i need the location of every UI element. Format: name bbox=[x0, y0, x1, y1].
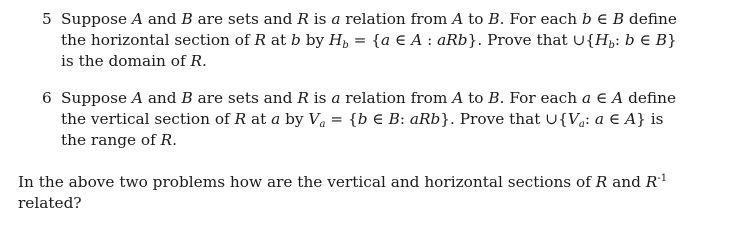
text-line: related? bbox=[18, 194, 82, 212]
text-line: Suppose A and B are sets and R is a relation from A to B. For each a ∈ A define bbox=[61, 89, 677, 107]
problem-5 bbox=[42, 9, 692, 72]
problem-number: 5 bbox=[42, 10, 52, 28]
text-line: the range of R. bbox=[61, 131, 178, 149]
problem-number: 6 bbox=[42, 89, 52, 107]
problem-6 bbox=[42, 88, 692, 151]
text-line: In the above two problems how are the vertical and horizontal sections of R and $R^{-1}$ bbox=[18, 173, 668, 191]
text-line: Suppose A and B are sets and R is a relation from A to B. For each b ∈ B define bbox=[61, 10, 677, 28]
text-line: is the domain of R. bbox=[61, 52, 207, 70]
text-line: the horizontal section of R at b by $H_b = \{a$ ∈ A : aRb}. Prove that $\cup\{H_b$: b ∈ B} bbox=[61, 31, 677, 51]
problem-text bbox=[61, 88, 692, 151]
text-line: the vertical section of R at a by $V_a = \{b$ ∈ B: aRb}. Prove that $\cup\{V_a$: a ∈ A} is bbox=[61, 110, 664, 130]
problem-text bbox=[61, 9, 692, 72]
closing-question bbox=[18, 172, 718, 214]
